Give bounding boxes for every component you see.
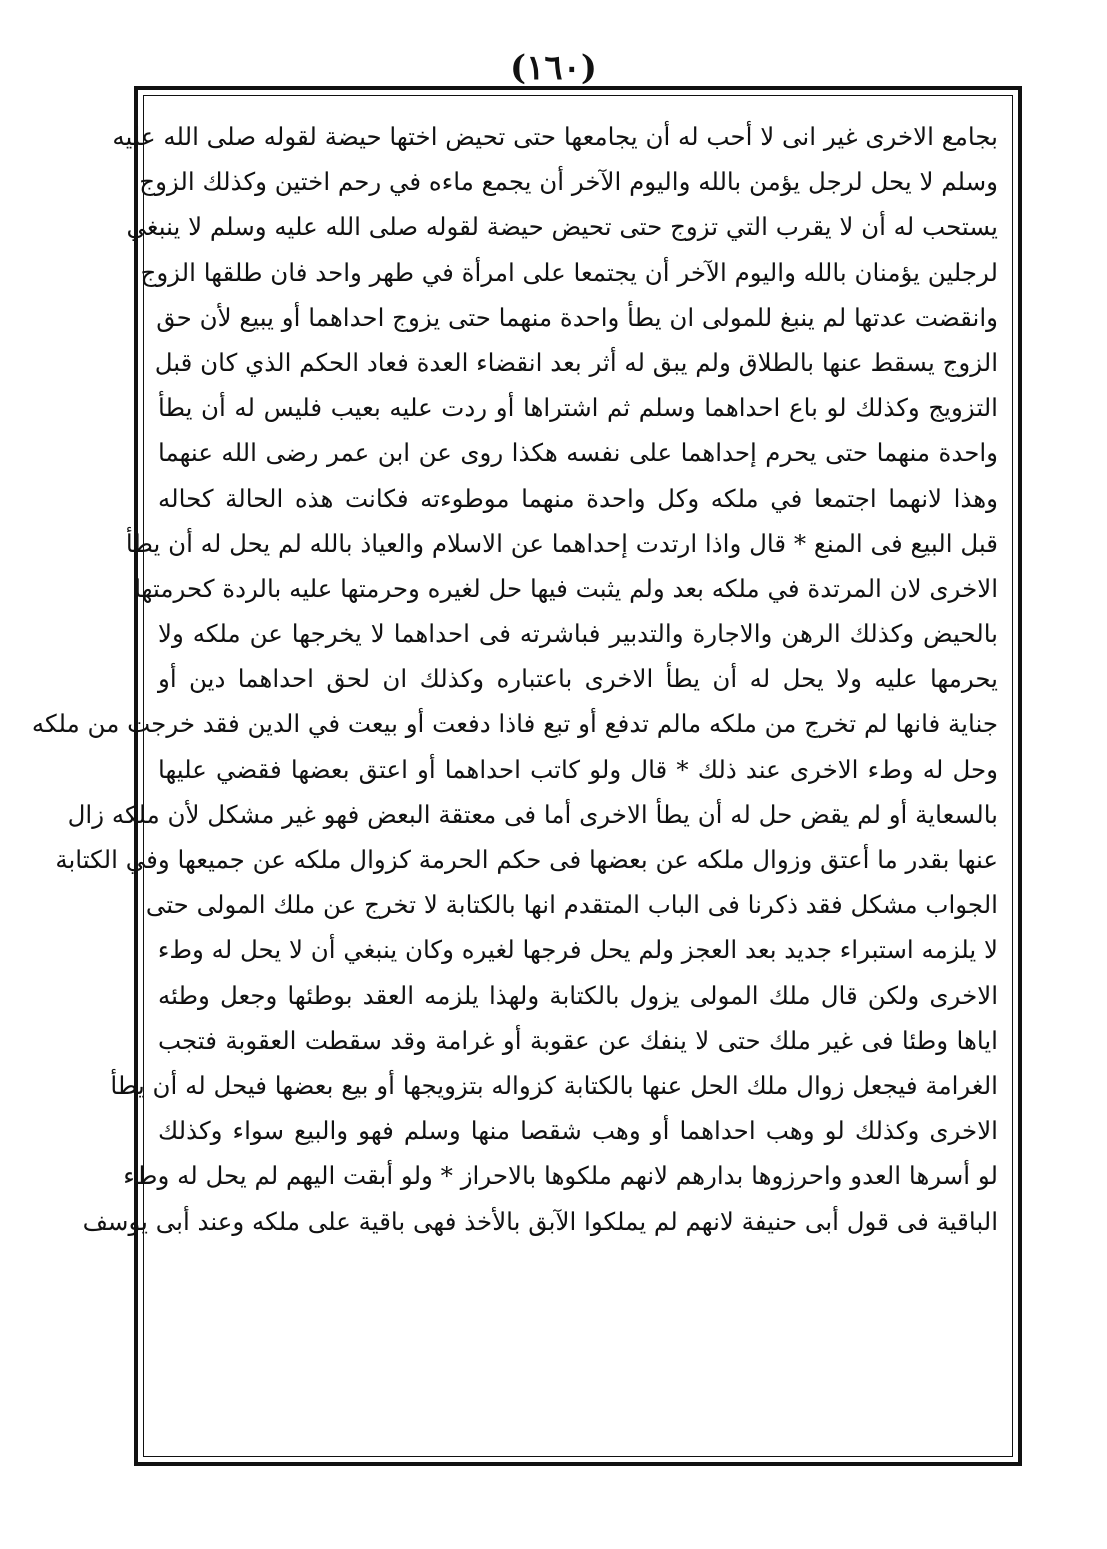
text-line: اياها وطئا فى غير ملك حتى لا ينفك عن عقوبة أو غرامة وقد سقطت العقوبة فتجب (158, 1025, 998, 1055)
page-number: (١٦٠) (510, 48, 597, 88)
page-frame (31, 86, 1022, 1466)
text-line: واحدة منهما حتى يحرم إحداهما على نفسه هكذا روى عن ابن عمر رضى الله عنهما (158, 438, 998, 468)
text-line: وحل له وطء الاخرى عند ذلك * قال ولو كاتب احداهما أو اعتق بعضها فقضي عليها (158, 754, 998, 784)
text-line: بالحيض وكذلك الرهن والاجارة والتدبير فباشرته فى احداهما لا يخرجها عن ملكه ولا (158, 619, 998, 649)
text-line: يحرمها عليه ولا يحل له أن يطأ الاخرى باعتباره وكذلك ان لحق احداهما دين أو (158, 664, 998, 694)
text-body (31, 114, 998, 1446)
text-line: الاخرى لان المرتدة في ملكه بعد ولم يثبت فيها حل لغيره وحرمتها عليه بالردة كحرمتها (134, 573, 998, 603)
text-line: الاخرى ولكن قال ملك المولى يزول بالكتابة ولهذا يلزمه العقد بوطئها وجعل وطئه (158, 980, 998, 1010)
text-line: بجامع الاخرى غير انى لا أحب له أن يجامعها حتى تحيض اختها حيضة لقوله صلى الله عليه (112, 122, 998, 151)
text-line: الاخرى وكذلك لو وهب احداهما أو وهب شقصا منها وسلم فهو والبيع سواء وكذلك (158, 1116, 998, 1146)
text-line: بالسعاية أو لم يقض حل له أن يطأ الاخرى أما فى معتقة البعض فهو غير مشكل لأن ملكه زال (67, 799, 998, 829)
inner-frame (31, 95, 1013, 1457)
text-line: يستحب له أن لا يقرب التي تزوج حتى تحيض حيضة لقوله صلى الله عليه وسلم لا ينبغي (126, 212, 998, 242)
text-line: عنها بقدر ما أعتق وزوال ملكه عن بعضها فى حكم الحرمة كزوال ملكه عن جميعها وفي الكتابة (55, 845, 998, 874)
text-line: الزوج يسقط عنها بالطلاق ولم يبق له أثر بعد انقضاء العدة فعاد الحكم الذي كان قبل (154, 347, 998, 377)
text-line: لو أسرها العدو واحرزوها بدارهم لانهم ملكوها بالاحراز * ولو أبقت اليهم لم يحل له وطء (123, 1161, 998, 1191)
text-line: جناية فانها لم تخرج من ملكه مالم تدفع أو تبع فاذا دفعت أو بيعت في الدين فقد خرجت من ملكه (31, 709, 998, 739)
text-line: الجواب مشكل فقد ذكرنا فى الباب المتقدم انها بالكتابة لا تخرج عن ملك المولى حتى (145, 890, 998, 920)
text-line: قبل البيع فى المنع * قال واذا ارتدت إحداهما عن الاسلام والعياذ بالله لم يحل له أن يطأ (125, 528, 998, 558)
text-line: التزويج وكذلك لو باع احداهما وسلم ثم اشتراها أو ردت عليه بعيب فليس له أن يطأ (158, 393, 998, 423)
text-line: وسلم لا يحل لرجل يؤمن بالله واليوم الآخر أن يجمع ماءه في رحم اختين وكذلك الزوج (139, 167, 998, 197)
text-line: لا يلزمه استبراء جديد بعد العجز ولم يحل فرجها لغيره وكان ينبغي أن لا يحل له وطء (157, 935, 998, 965)
text-line: الباقية فى قول أبى حنيفة لانهم لم يملكوا الآبق بالأخذ فهى باقية على ملكه وعند أبى يوسف (82, 1206, 998, 1236)
text-line: لرجلين يؤمنان بالله واليوم الآخر أن يجتمعا على امرأة في طهر واحد فان طلقها الزوج (140, 257, 998, 287)
text-line: وانقضت عدتها لم ينبغ للمولى ان يطأ واحدة منهما حتى يزوج احداهما أو يبيع لأن حق (156, 302, 998, 332)
text-line: وهذا لانهما اجتمعا في ملكه وكل واحدة منهما موطوءته فكانت هذه الحالة كحاله (158, 483, 998, 513)
text-line: الغرامة فيجعل زوال ملك الحل عنها بالكتابة كزواله بتزويجها أو بيع بعضها فيحل له أن يطأ (110, 1070, 998, 1100)
